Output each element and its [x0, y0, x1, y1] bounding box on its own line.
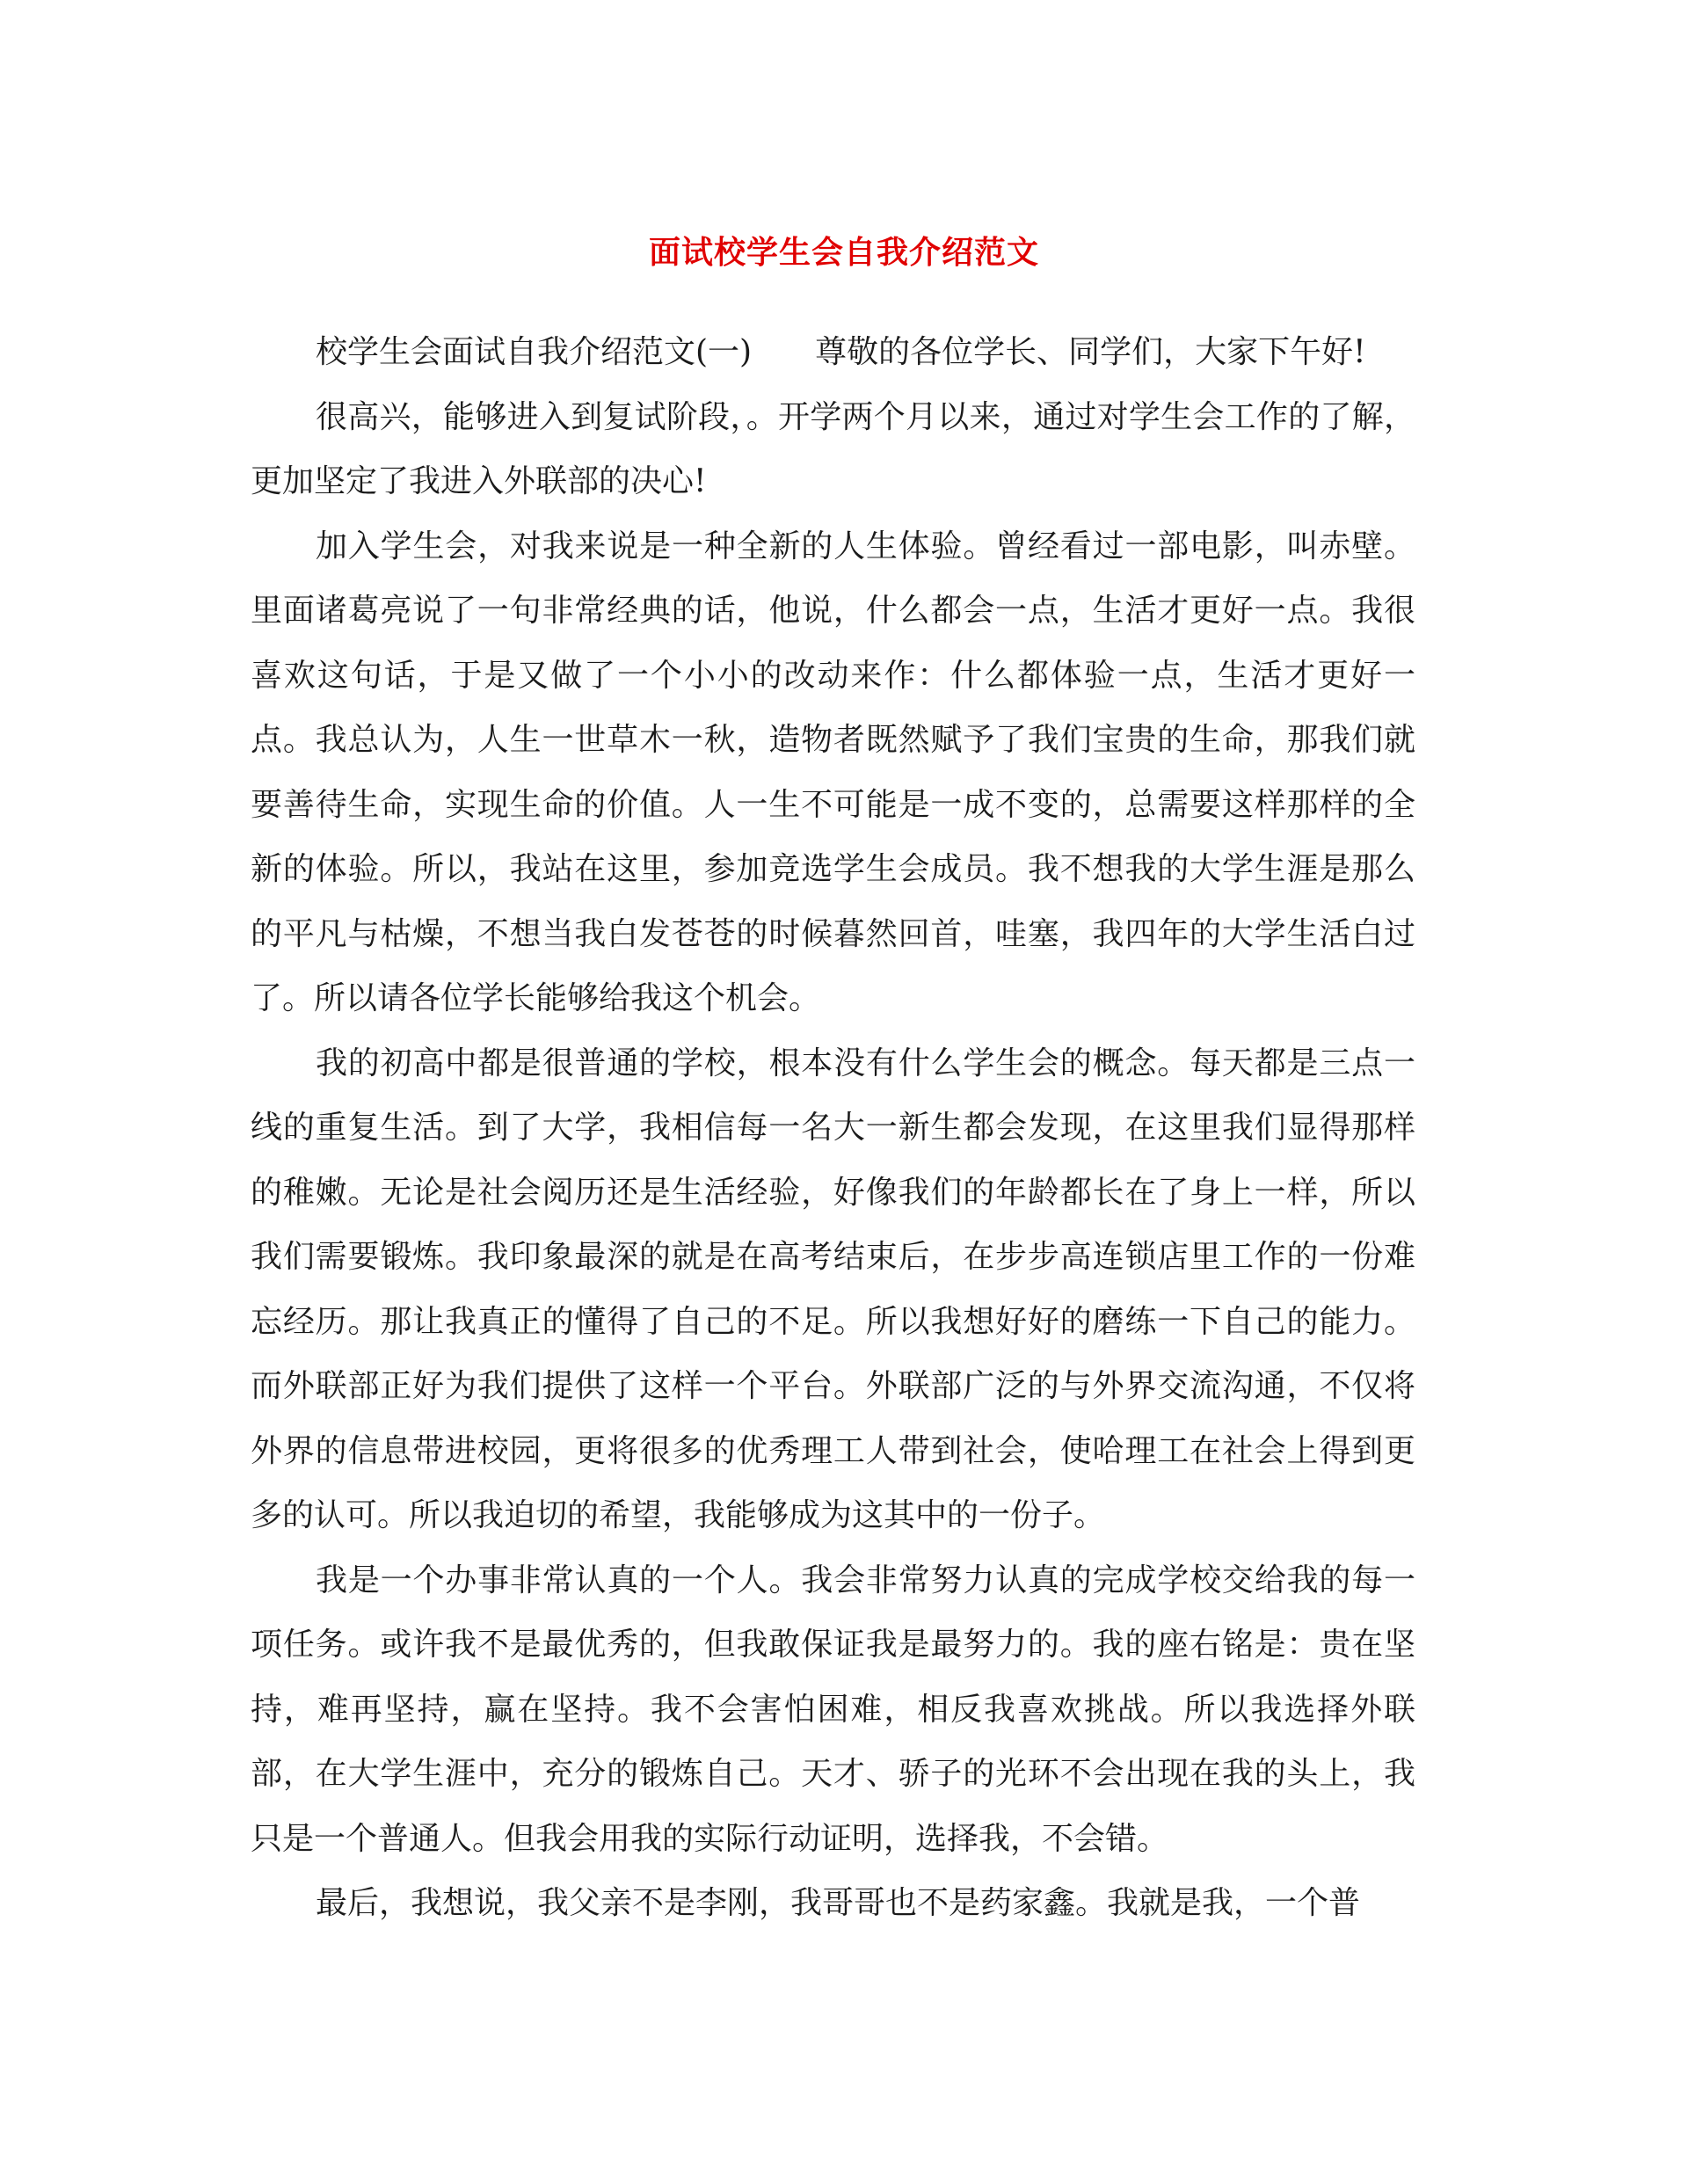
- paragraph: 我的初高中都是很普通的学校，根本没有什么学生会的概念。每天都是三点一线的重复生活。到了大学，我相信每一名大一新生都会发现，在这里我们显得那样的稚嫩。无论是社会阅历还是生活经验，好像我们的年龄都长在了身上一样，所以我们需要锻炼。我印象最深的就是在高考结束后，在步步高连锁店里工作的一份难忘经历。那让我真正的懂得了自己的不足。所以我想好好的磨练一下自己的能力。而外联部正好为我们提供了这样一个平台。外联部广泛的与外界交流沟通，不仅将外界的信息带进校园，更将很多的优秀理工人带到社会，使哈理工在社会上得到更多的认可。所以我迫切的希望，我能够成为这其中的一份子。: [251, 1045, 1415, 1533]
- paragraph: 我是一个办事非常认真的一个人。我会非常努力认真的完成学校交给我的每一项任务。或许我不是最优秀的，但我敢保证我是最努力的。我的座右铭是：贵在坚持，难再坚持，赢在坚持。我不会害怕困难，相反我喜欢挑战。所以我选择外联部，在大学生涯中，充分的锻炼自己。天才、骄子的光环不会出现在我的头上，我只是一个普通人。但我会用我的实际行动证明，选择我，不会错。: [251, 1562, 1415, 1857]
- paragraph: 加入学生会，对我来说是一种全新的人生体验。曾经看过一部电影，叫赤壁。里面诸葛亮说了一句非常经典的话，他说，什么都会一点，生活才更好一点。我很喜欢这句话，于是又做了一个小小的改动来作：什么都体验一点，生活才更好一点。我总认为，人生一世草木一秋，造物者既然赋予了我们宝贵的生命，那我们就要善待生命，实现生命的价值。人一生不可能是一成不变的，总需要这样那样的全新的体验。所以，我站在这里，参加竞选学生会成员。我不想我的大学生涯是那么的平凡与枯燥，不想当我白发苍苍的时候暮然回首，哇塞，我四年的大学生活白过了。所以请各位学长能够给我这个机会。: [251, 528, 1415, 1016]
- paragraph: 校学生会面试自我介绍范文(一) 尊敬的各位学长、同学们，大家下午好!: [316, 334, 1366, 370]
- document-body: [251, 320, 1415, 1936]
- paragraph: 很高兴，能够进入到复试阶段，。开学两个月以来，通过对学生会工作的了解，更加坚定了我进入外联部的决心!: [251, 398, 1415, 499]
- document-title: 面试校学生会自我介绍范文: [648, 234, 1039, 271]
- paragraph: 最后，我想说，我父亲不是李刚，我哥哥也不是药家鑫。我就是我，一个普: [316, 1885, 1361, 1921]
